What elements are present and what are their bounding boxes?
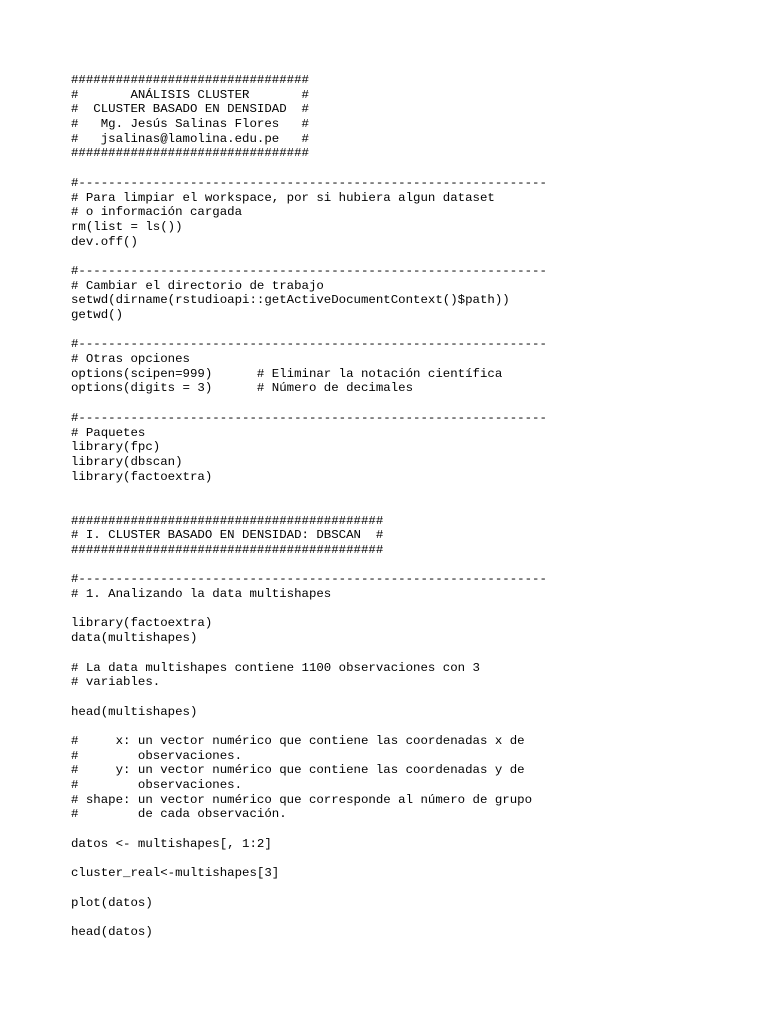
blank-line — [71, 323, 751, 338]
blank-line — [71, 910, 751, 925]
code-line: options(digits = 3) # Número de decimales — [71, 381, 414, 396]
section-divider: #--------------------------------------------------------------- — [71, 263, 547, 278]
code-line: cluster_real<-multishapes[3] — [71, 866, 280, 881]
blank-line — [71, 484, 751, 499]
header-border-line: ################################ — [71, 146, 309, 161]
comment-line: # observaciones. — [71, 748, 243, 763]
code-line: library(factoextra) — [71, 469, 213, 484]
section-border-line: ########################################## — [71, 543, 384, 557]
code-line: data(multishapes) — [71, 631, 198, 646]
blank-line — [71, 646, 751, 661]
blank-line — [71, 851, 751, 866]
comment-line: # 1. Analizando la data multishapes — [71, 587, 332, 602]
comment-line: # x: un vector numérico que contiene las coordenadas x de — [71, 733, 525, 748]
code-line: library(fpc) — [71, 440, 161, 455]
comment-line: # Otras opciones — [71, 352, 190, 367]
section-divider: #--------------------------------------------------------------- — [71, 337, 547, 352]
comment-line: # y: un vector numérico que contiene las coordenadas y de — [71, 763, 525, 778]
code-line: head(multishapes) — [71, 704, 198, 719]
blank-line — [71, 499, 751, 514]
comment-line: # de cada observación. — [71, 807, 287, 822]
code-line: head(datos) — [71, 924, 153, 939]
code-line: library(dbscan) — [71, 454, 183, 469]
comment-line: # Paquetes — [71, 425, 146, 440]
comment-line: # Cambiar el directorio de trabajo — [71, 278, 324, 293]
code-line: plot(datos) — [71, 895, 153, 910]
comment-line: # variables. — [71, 675, 161, 690]
code-line: setwd(dirname(rstudioapi::getActiveDocumentContext()$path)) — [71, 293, 510, 308]
blank-line — [71, 396, 751, 411]
section-divider: #--------------------------------------------------------------- — [71, 410, 547, 425]
code-line: options(scipen=999) # Eliminar la notación científica — [71, 366, 503, 381]
comment-line: # Para limpiar el workspace, por si hubiera algun dataset — [71, 190, 495, 205]
blank-line — [71, 690, 751, 705]
section-divider: #--------------------------------------------------------------- — [71, 572, 547, 587]
blank-line — [71, 161, 751, 176]
comment-line: # o información cargada — [71, 205, 243, 220]
section-border-line: ########################################## — [71, 513, 384, 528]
header-border-line: ################################ — [71, 73, 309, 87]
code-line: datos <- multishapes[, 1:2] — [71, 836, 272, 851]
section-title-line: # I. CLUSTER BASADO EN DENSIDAD: DBSCAN # — [71, 528, 384, 543]
comment-line: # shape: un vector numérico que corresponde al número de grupo — [71, 792, 533, 807]
document-page — [71, 73, 751, 940]
code-line: getwd() — [71, 308, 124, 322]
comment-line: # observaciones. — [71, 778, 243, 792]
code-line: library(factoextra) — [71, 616, 213, 631]
header-title-line: # ANÁLISIS CLUSTER # — [71, 87, 309, 102]
comment-line: # La data multishapes contiene 1100 observaciones con 3 — [71, 660, 480, 675]
header-subtitle-line: # CLUSTER BASADO EN DENSIDAD # — [71, 102, 309, 117]
code-line: rm(list = ls()) — [71, 219, 183, 234]
code-line: dev.off() — [71, 234, 138, 249]
section-divider: #--------------------------------------------------------------- — [71, 175, 547, 190]
blank-line — [71, 822, 751, 837]
blank-line — [71, 602, 751, 617]
blank-line — [71, 558, 751, 573]
blank-line — [71, 249, 751, 264]
blank-line — [71, 719, 751, 734]
header-email-line: # jsalinas@lamolina.edu.pe # — [71, 131, 309, 146]
blank-line — [71, 881, 751, 896]
header-author-line: # Mg. Jesús Salinas Flores # — [71, 117, 309, 132]
